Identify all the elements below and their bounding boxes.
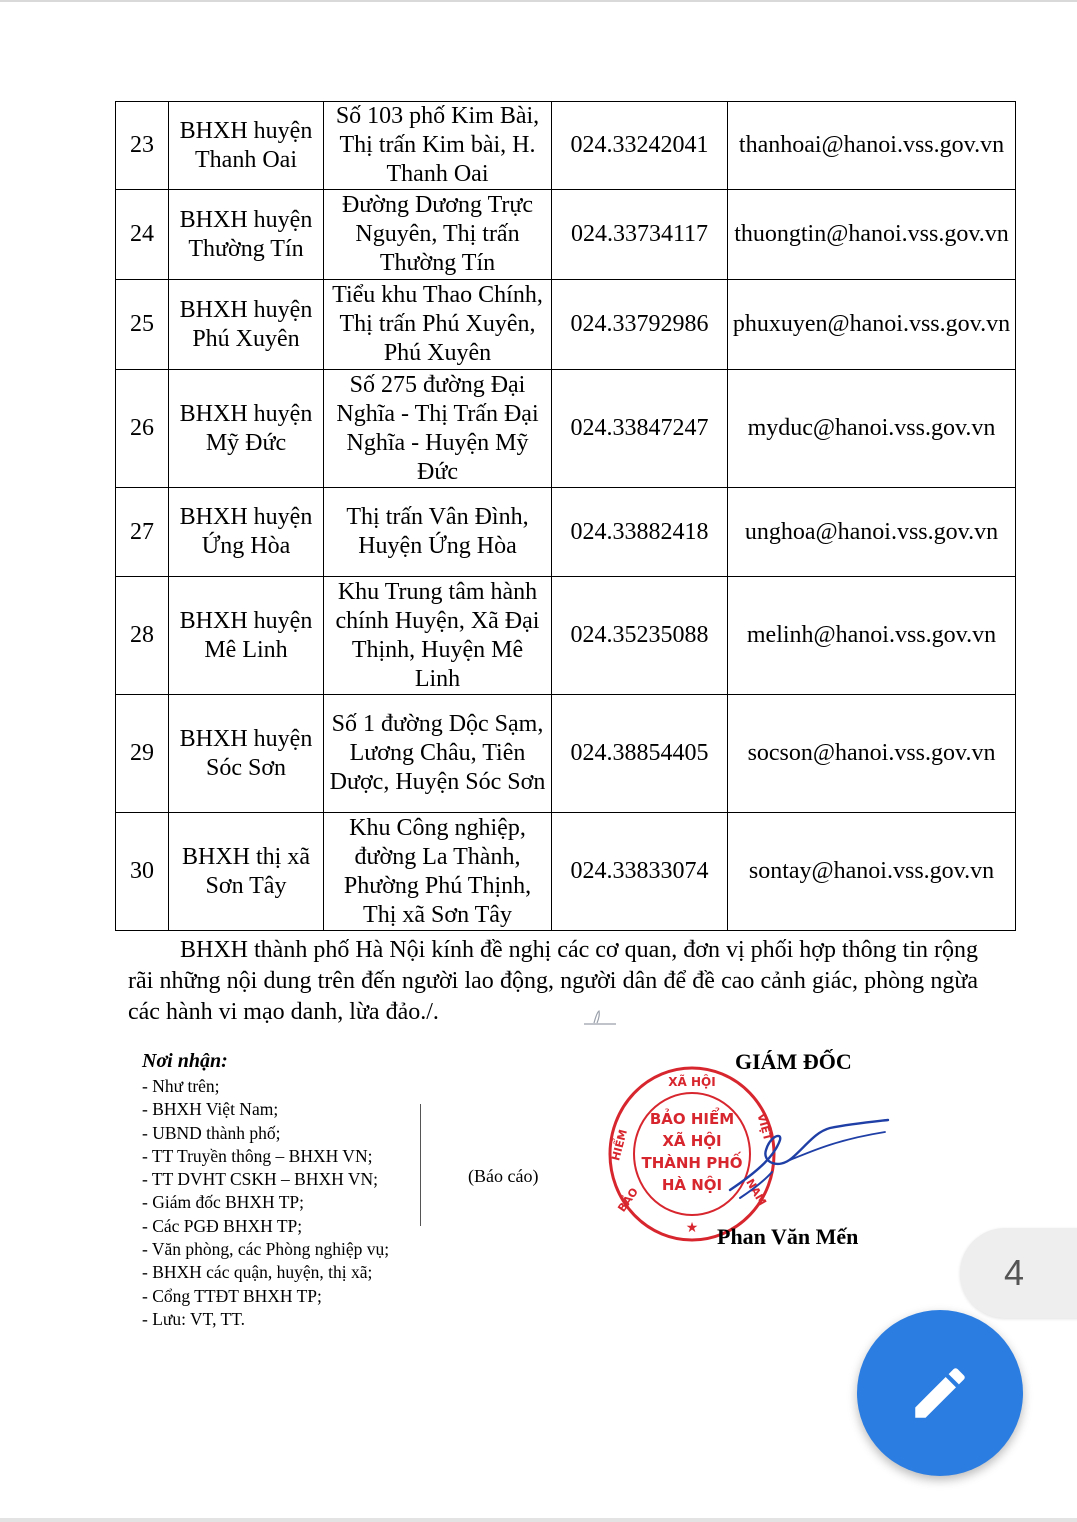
row-number: 29 xyxy=(116,695,169,813)
row-number: 25 xyxy=(116,280,169,370)
recipient-item: - Cổng TTĐT BHXH TP; xyxy=(142,1285,322,1306)
recipient-item: - BHXH các quận, huyện, thị xã; xyxy=(142,1262,373,1283)
office-name: BHXH huyện Sóc Sơn xyxy=(169,695,324,813)
viewer-top-edge xyxy=(0,0,1077,2)
table-row xyxy=(116,488,1016,577)
viewer-bottom-edge xyxy=(0,1518,1077,1522)
table-row xyxy=(116,190,1016,280)
office-name: BHXH huyện Thanh Oai xyxy=(169,102,324,190)
office-contact-table xyxy=(115,101,1016,931)
recipients-bracket xyxy=(420,1104,421,1226)
stamp-line: THÀNH PHỐ xyxy=(641,1154,743,1172)
row-number: 24 xyxy=(116,190,169,280)
stamp-line: BẢO HIỂM xyxy=(649,1110,735,1128)
table-row xyxy=(116,695,1016,813)
pen-mark-icon xyxy=(580,1006,620,1028)
recipients-title: Nơi nhận: xyxy=(142,1050,228,1072)
stamp-line: HÀ NỘI xyxy=(661,1176,723,1194)
row-number: 23 xyxy=(116,102,169,190)
office-address: Số 275 đường Đại Nghĩa - Thị Trấn Đại Nghĩa - Huyện Mỹ Đức xyxy=(324,370,552,488)
office-name: BHXH thị xã Sơn Tây xyxy=(169,813,324,931)
table-row xyxy=(116,577,1016,695)
stamp-ring-text: NAM xyxy=(743,1176,769,1208)
office-email: phuxuyen@hanoi.vss.gov.vn xyxy=(728,280,1016,370)
office-address: Thị trấn Vân Đình, Huyện Ứng Hòa xyxy=(324,488,552,577)
table-row xyxy=(116,102,1016,190)
stamp-ring-text: VIỆT xyxy=(754,1112,775,1143)
recipient-item: - BHXH Việt Nam; xyxy=(142,1099,279,1120)
office-address: Tiểu khu Thao Chính, Thị trấn Phú Xuyên, Phú Xuyên xyxy=(324,280,552,370)
office-name: BHXH huyện Ứng Hòa xyxy=(169,488,324,577)
report-note: (Báo cáo) xyxy=(468,1166,539,1186)
pencil-icon xyxy=(907,1360,973,1426)
office-address: Số 103 phố Kim Bài, Thị trấn Kim bài, H. Thanh Oai xyxy=(324,102,552,190)
recipient-item: - Các PGĐ BHXH TP; xyxy=(142,1215,303,1236)
recipient-item: - TT DVHT CSKH – BHXH VN; xyxy=(142,1169,378,1190)
row-number: 26 xyxy=(116,370,169,488)
recipient-item: - Như trên; xyxy=(142,1076,220,1096)
page-number: 4 xyxy=(1004,1252,1025,1293)
edit-button[interactable] xyxy=(857,1310,1023,1476)
table-row xyxy=(116,370,1016,488)
office-email: myduc@hanoi.vss.gov.vn xyxy=(728,370,1016,488)
stamp-ring-text: BẢO xyxy=(615,1185,641,1215)
office-address: Khu Trung tâm hành chính Huyện, Xã Đại Thịnh, Huyện Mê Linh xyxy=(324,577,552,695)
signer-title: GIÁM ĐỐC xyxy=(735,1049,852,1074)
office-name: BHXH huyện Mê Linh xyxy=(169,577,324,695)
office-address: Số 1 đường Dộc Sạm, Lương Châu, Tiên Dược, Huyện Sóc Sơn xyxy=(324,695,552,813)
stamp-line: XÃ HỘI xyxy=(662,1132,722,1150)
recipients-list xyxy=(142,1075,389,1331)
office-phone: 024.35235088 xyxy=(552,577,728,695)
office-name: BHXH huyện Phú Xuyên xyxy=(169,280,324,370)
closing-paragraph: BHXH thành phố Hà Nội kính đề nghị các cơ quan, đơn vị phối hợp thông tin rộng rãi những nội dung trên đến người lao động, người dân để đề cao cảnh giác, phòng ngừa các hành vi mạo danh, lừa đảo./. xyxy=(128,937,978,1025)
row-number: 27 xyxy=(116,488,169,577)
table-row xyxy=(116,813,1016,931)
office-email: socson@hanoi.vss.gov.vn xyxy=(728,695,1016,813)
recipient-item: - Giám đốc BHXH TP; xyxy=(142,1192,305,1213)
recipient-item: - Lưu: VT, TT. xyxy=(142,1308,245,1329)
stamp-star-icon: ★ xyxy=(685,1220,699,1236)
office-phone: 024.33242041 xyxy=(552,102,728,190)
office-phone: 024.33833074 xyxy=(552,813,728,931)
office-name: BHXH huyện Mỹ Đức xyxy=(169,370,324,488)
office-phone: 024.38854405 xyxy=(552,695,728,813)
table-row xyxy=(116,280,1016,370)
stamp-ring-text: XÃ HỘI xyxy=(668,1075,716,1089)
row-number: 30 xyxy=(116,813,169,931)
recipient-item: - UBND thành phố; xyxy=(142,1122,281,1143)
office-email: thanhoai@hanoi.vss.gov.vn xyxy=(728,102,1016,190)
recipient-item: - Văn phòng, các Phòng nghiệp vụ; xyxy=(142,1239,390,1260)
office-phone: 024.33882418 xyxy=(552,488,728,577)
office-name: BHXH huyện Thường Tín xyxy=(169,190,324,280)
office-email: thuongtin@hanoi.vss.gov.vn xyxy=(728,190,1016,280)
office-phone: 024.33734117 xyxy=(552,190,728,280)
recipient-item: - TT Truyền thông – BHXH VN; xyxy=(142,1145,373,1166)
row-number: 28 xyxy=(116,577,169,695)
office-address: Đường Dương Trực Nguyên, Thị trấn Thường Tín xyxy=(324,190,552,280)
stamp-ring-text: HIỂM xyxy=(609,1128,631,1163)
office-email: unghoa@hanoi.vss.gov.vn xyxy=(728,488,1016,577)
signer-name: Phan Văn Mến xyxy=(717,1224,859,1249)
office-phone: 024.33792986 xyxy=(552,280,728,370)
handwritten-signature xyxy=(720,1110,890,1205)
office-email: sontay@hanoi.vss.gov.vn xyxy=(728,813,1016,931)
office-email: melinh@hanoi.vss.gov.vn xyxy=(728,577,1016,695)
office-address: Khu Công nghiệp, đường La Thành, Phường Phú Thịnh, Thị xã Sơn Tây xyxy=(324,813,552,931)
office-phone: 024.33847247 xyxy=(552,370,728,488)
